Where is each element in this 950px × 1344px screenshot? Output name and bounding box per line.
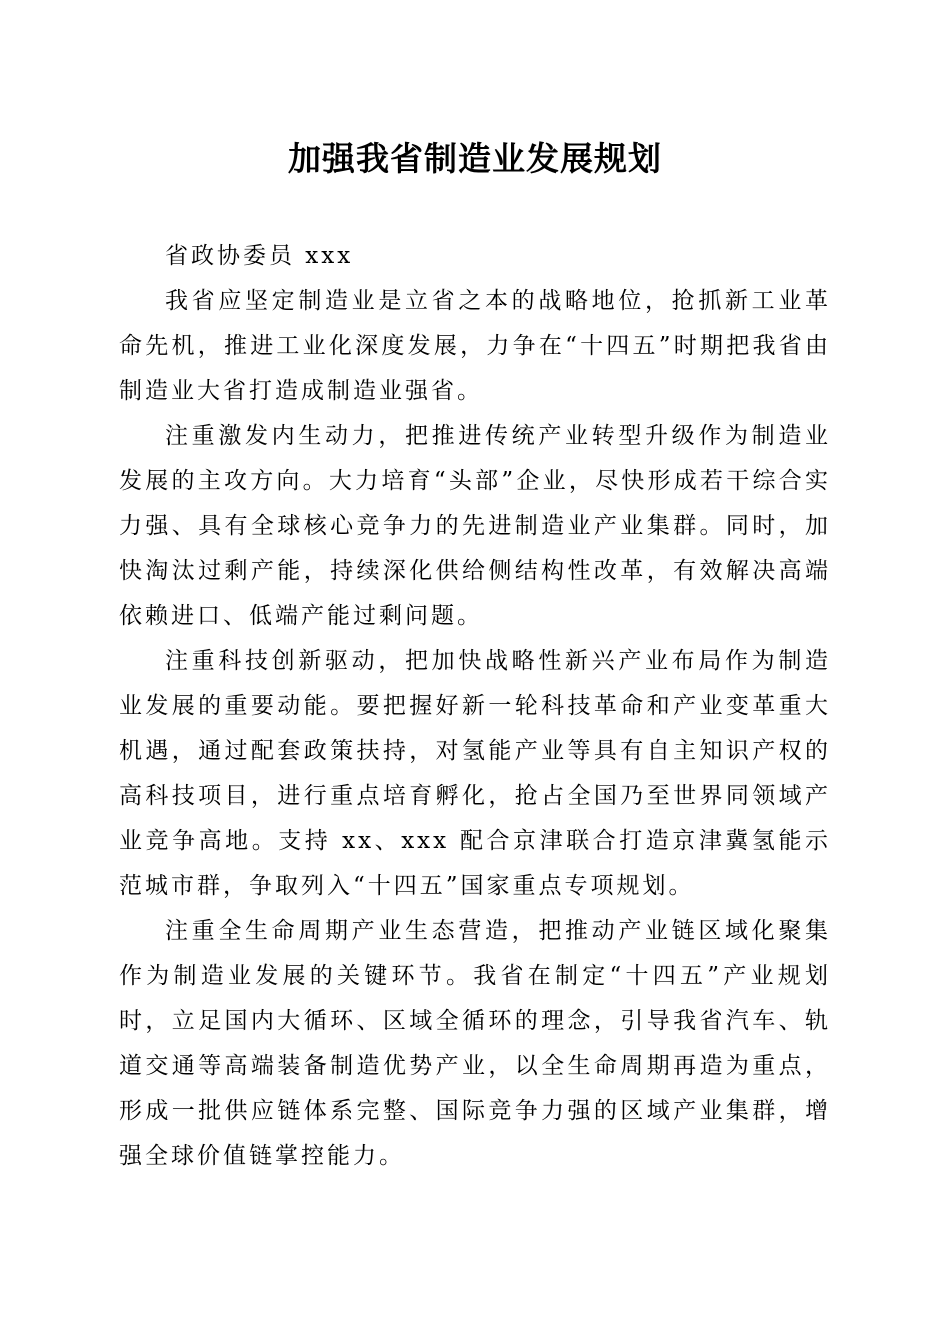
author-line: 省政协委员 xxx bbox=[165, 243, 354, 269]
paragraph: 我省应坚定制造业是立省之本的战略地位，抢抓新工业革命先机，推进工业化深度发展，力争在“十四五”时期把我省由制造业大省打造成制造业强省。 bbox=[119, 288, 831, 404]
document-title: 加强我省制造业发展规划 bbox=[288, 139, 662, 178]
paragraph: 注重全生命周期产业生态营造，把推动产业链区域化聚集作为制造业发展的关键环节。我省在制定“十四五”产业规划时，立足国内大循环、区域全循环的理念，引导我省汽车、轨道交通等高端装备制造优势产业，以全生命周期再造为重点，形成一批供应链体系完整、国际竞争力强的区域产业集群，增强全球价值链掌控能力。 bbox=[119, 918, 831, 1169]
paragraph: 注重科技创新驱动，把加快战略性新兴产业布局作为制造业发展的重要动能。要把握好新一轮科技革命和产业变革重大机遇，通过配套政策扶持，对氢能产业等具有自主知识产权的高科技项目，进行重点培育孵化，抢占全国乃至世界同领域产业竞争高地。支持 xx、xxx 配合京津联合打造京津冀氢能示范城市群，争取列入“十四五”国家重点专项规划。 bbox=[119, 648, 831, 899]
paragraph: 注重激发内生动力，把推进传统产业转型升级作为制造业发展的主攻方向。大力培育“头部”企业，尽快形成若干综合实力强、具有全球核心竞争力的先进制造业产业集群。同时，加快淘汰过剩产能，持续深化供给侧结构性改革，有效解决高端依赖进口、低端产能过剩问题。 bbox=[119, 423, 831, 629]
document-body bbox=[119, 234, 831, 1179]
